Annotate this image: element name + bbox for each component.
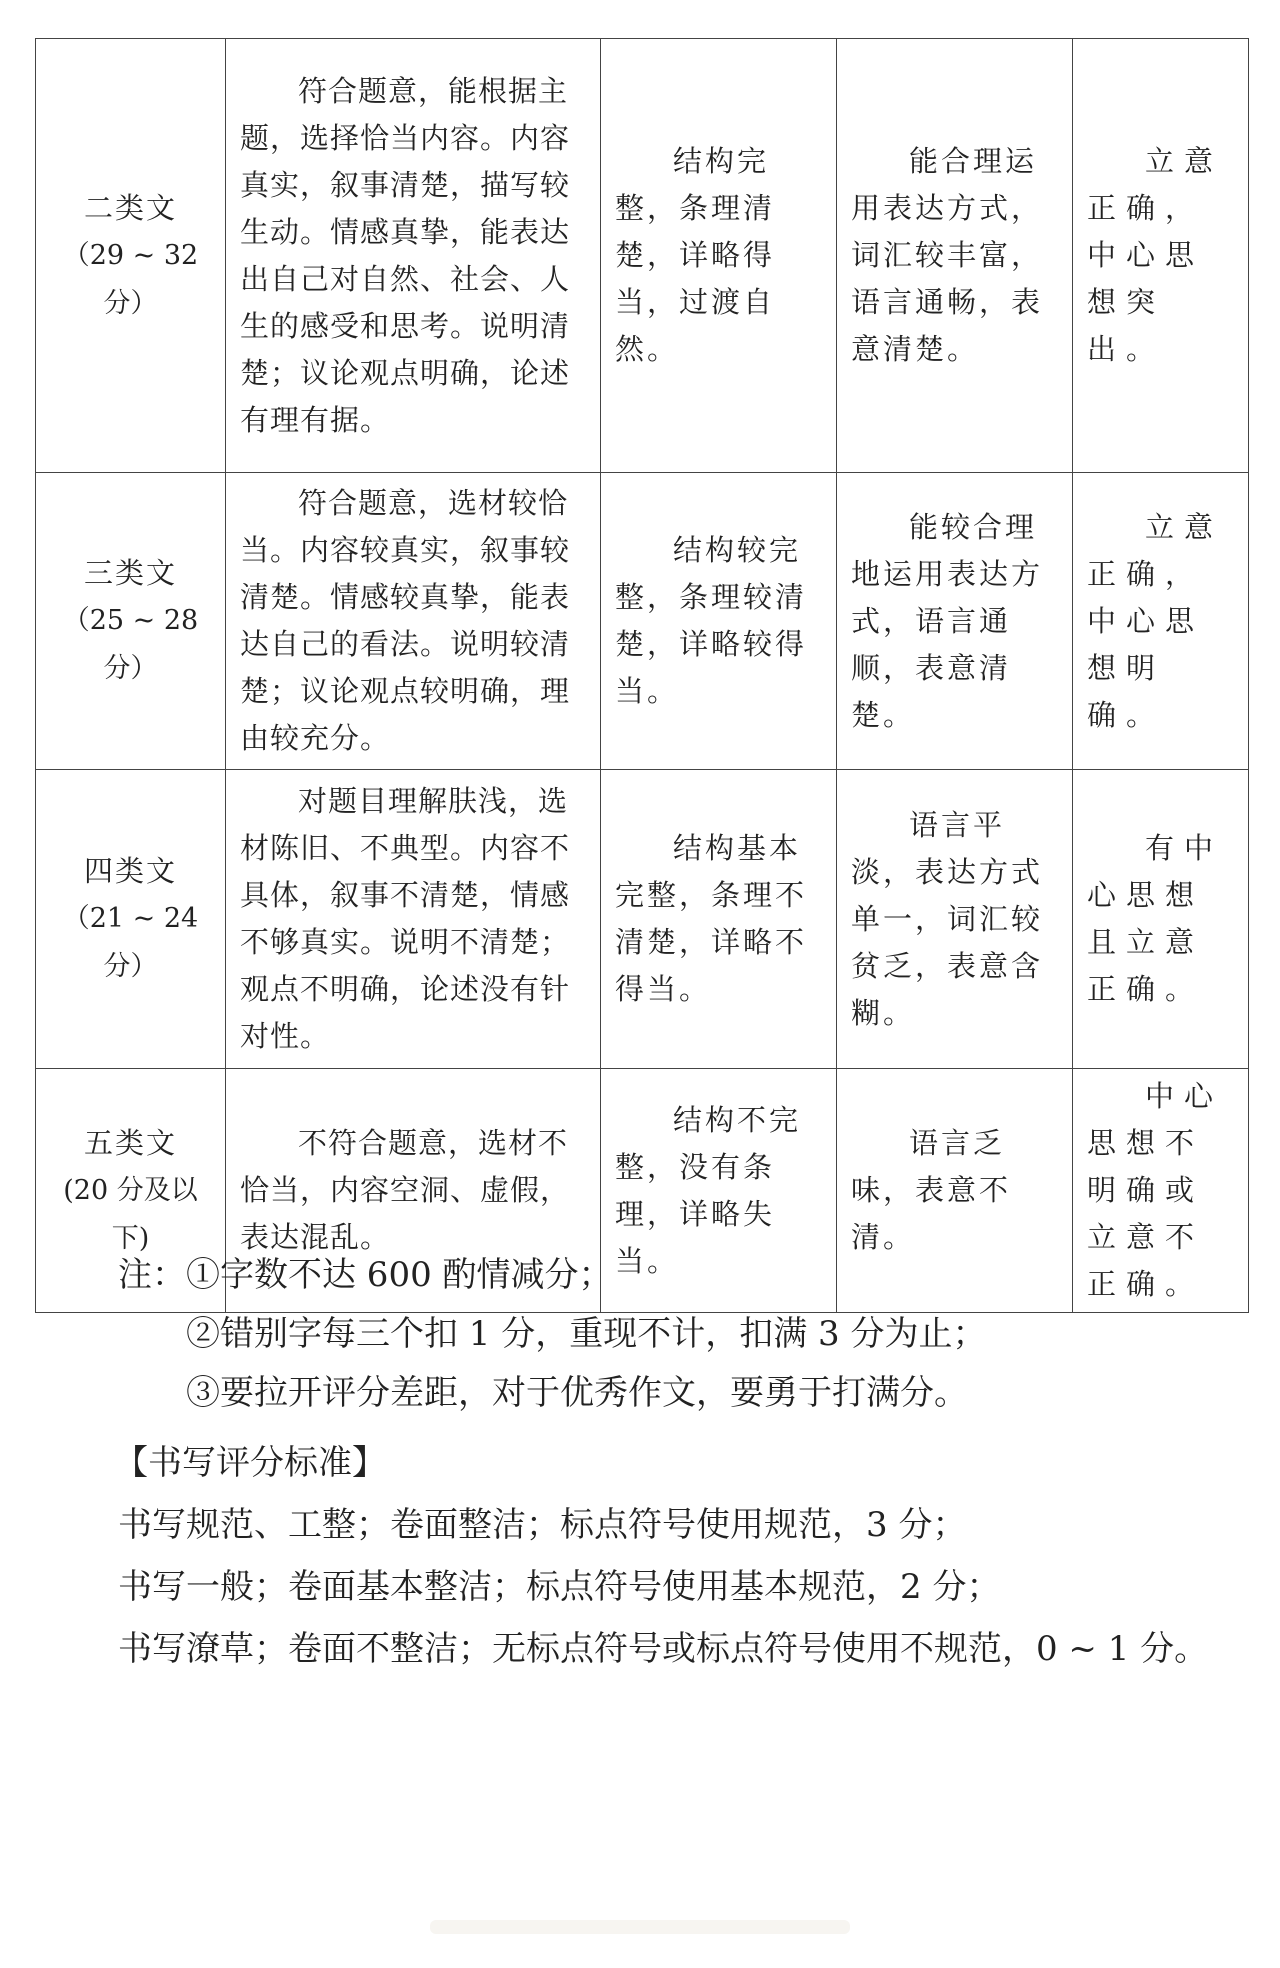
content-criteria: 符合题意，选材较恰当。内容较真实，叙事较清楚。情感较真挚，能表达自己的看法。说明较清楚；议论观点较明确，理由较充分。	[226, 473, 601, 770]
note-full-marks: ③要拉开评分差距，对于优秀作文，要勇于打满分。	[186, 1373, 968, 1413]
theme-criteria: 有中心思想且立意正确。	[1073, 770, 1249, 1069]
category-score-range: （21 ~ 24 分）	[62, 903, 199, 982]
language-criteria: 能合理运用表达方式，词汇较丰富，语言通畅，表意清楚。	[837, 39, 1073, 473]
language-criteria: 语言乏味，表意不清。	[837, 1069, 1073, 1313]
table-row	[36, 473, 1249, 770]
category-name: 三类文	[83, 556, 177, 590]
scoring-notes	[118, 1246, 987, 1423]
writing-level-0-1-points: 书写潦草；卷面不整洁；无标点符号或标点符号使用不规范，0 ~ 1 分。	[118, 1629, 1209, 1669]
note-typos: ②错别字每三个扣 1 分，重现不计，扣满 3 分为止；	[186, 1314, 987, 1354]
category-score-range: (20 分及以下)	[63, 1174, 198, 1254]
structure-criteria: 结构较完整，条理较清楚，详略较得当。	[601, 473, 837, 770]
category-cell	[36, 473, 226, 770]
category-cell	[36, 770, 226, 1069]
page-footer-mark	[430, 1920, 850, 1934]
category-cell	[36, 39, 226, 473]
category-name: 二类文	[83, 190, 177, 225]
writing-level-3-points: 书写规范、工整；卷面整洁；标点符号使用规范，3 分；	[118, 1505, 967, 1545]
language-criteria: 能较合理地运用表达方式，语言通顺，表意清楚。	[837, 473, 1073, 770]
category-name: 五类文	[83, 1125, 177, 1160]
writing-level-2-points: 书写一般；卷面基本整洁；标点符号使用基本规范，2 分；	[118, 1567, 1001, 1607]
content-criteria: 符合题意，能根据主题，选择恰当内容。内容真实，叙事清楚，描写较生动。情感真挚，能表达出自己对自然、社会、人生的感受和思考。说明清楚；议论观点明确，论述有理有据。	[226, 39, 601, 473]
theme-criteria: 中心思想不明确或立意不正确。	[1073, 1069, 1249, 1313]
theme-criteria: 立意正确，中心思想明确。	[1073, 473, 1249, 770]
theme-criteria: 立意正确，中心思想突出。	[1073, 39, 1249, 473]
structure-criteria: 结构不完整，没有条理，详略失当。	[601, 1069, 837, 1313]
table-row	[36, 770, 1249, 1069]
section-heading: 【书写评分标准】	[114, 1443, 386, 1483]
note-word-count: 注：①字数不达 600 酌情减分；	[118, 1255, 613, 1295]
table-row	[36, 39, 1249, 473]
content-criteria: 不符合题意，选材不恰当，内容空洞、虚假，表达混乱。	[226, 1069, 601, 1313]
category-score-range: （29 ~ 32 分）	[62, 239, 199, 319]
handwriting-standard	[114, 1432, 1209, 1680]
category-score-range: （25 ~ 28 分）	[62, 605, 199, 684]
category-name: 四类文	[83, 854, 177, 888]
structure-criteria: 结构完整，条理清楚，详略得当，过渡自然。	[601, 39, 837, 473]
language-criteria: 语言平淡，表达方式单一，词汇较贫乏，表意含糊。	[837, 770, 1073, 1069]
grading-table	[35, 38, 1249, 1313]
structure-criteria: 结构基本完整，条理不清楚，详略不得当。	[601, 770, 837, 1069]
content-criteria: 对题目理解肤浅，选材陈旧、不典型。内容不具体，叙事不清楚，情感不够真实。说明不清楚；观点不明确，论述没有针对性。	[226, 770, 601, 1069]
